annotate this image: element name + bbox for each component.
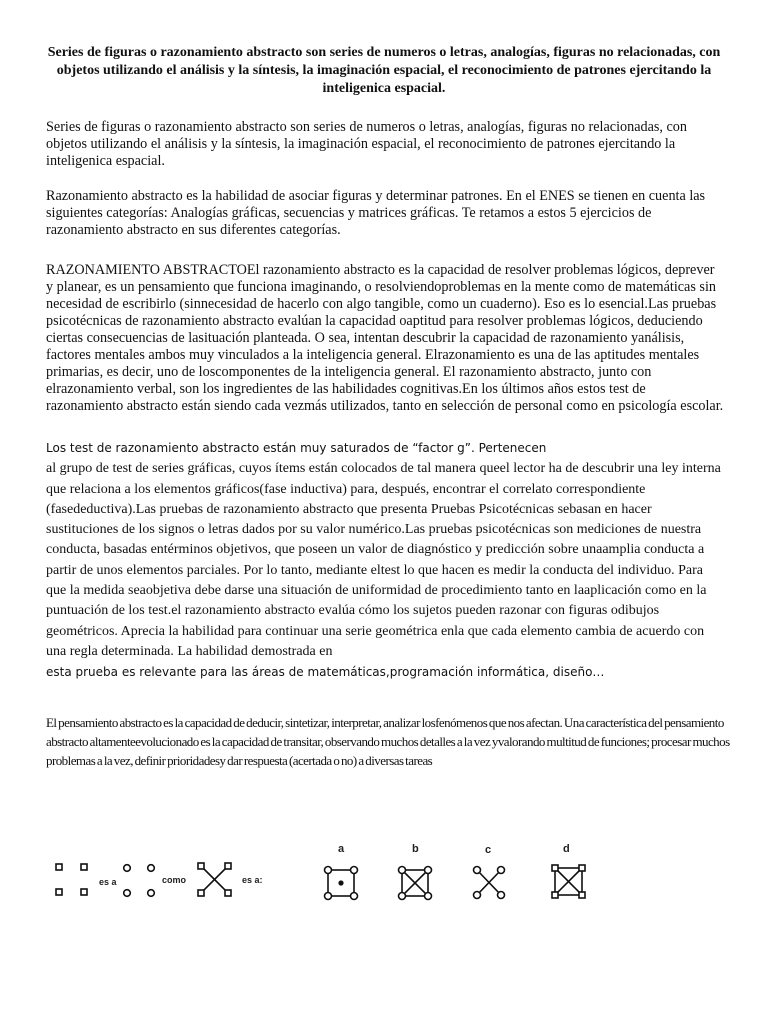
serif-body-text: al grupo de test de series gráficas, cuyos ítems están colocados de tal manera queel lector ha de descubrir una ley interna que relaciona a los elementos gráficos(fase inductiva) para, después, encontrar el correlato correspondiente (fasedeductiva).Las pruebas de razonamiento abstracto que presenta Pruebas Psicotécnicas sebasan en hacer sustituciones de los signos o letras dados por su valor numérico.Las pruebas psicotécnicas son mediciones de nuestra conducta, basadas entérminos objetivos, que poseen un valor de diagnóstico y predicción sobre unaamplia conducta a partir de unos elementos parciales. Por lo tanto, mediante eltest lo que hacen es medir la conducta del individuo. Para que la medida seaobjetiva debe darse una situación de uniformidad de procedimiento tanto en laaplicación como en la puntuación de los test.el razonamiento abstracto evalúa cómo los sujetos pueden razonar con figuras odibujos geométricos. Aprecia la habilidad para continuar una serie geométrica enla que cada elemento cambia de acuerdo con una regla determinada. La habilidad demostrada en bbox=[46, 461, 721, 659]
sans-outro-text: esta prueba es relevante para las áreas de matemáticas,programación informática, diseño… bbox=[46, 665, 605, 680]
paragraph-test-description bbox=[46, 438, 726, 684]
paragraph-pensamiento-abstracto: El pensamiento abstracto es la capacidad de deducir, sintetizar, interpretar, analizar losfenómenos que nos afectan. Una característica del pensamiento abstracto altamenteevolucionado es la capacidad de transitar, observando muchos detalles a la vez yvalorando multitud de funciones; procesar muchos problemas a la vez, definir prioridadesy dar respuesta (acertada o no) a diversas tareas bbox=[46, 715, 730, 768]
paragraph-razonamiento-abstracto: RAZONAMIENTO ABSTRACTOEl razonamiento abstracto es la capacidad de resolver problemas lógicos, deprever y planear, es un pensamiento que funciona imaginando, o resolviendoproblemas en la mente como de matemáticas sin necesidad de escribirlo (sinnecesidad de hacerlo con algo tangible, como un cuaderno). Eso es lo esencial.Las pruebas psicotécnicas de razonamiento abstracto evalúan la capacidad oaptitud para resolver problemas lógicos, deduciendo ciertas consecuencias de lasituación planteada. O sea, intentan descubrir la capacidad de razonamiento yanálisis, factores mentales ambos muy vinculados a la inteligencia general. Elrazonamiento es una de las aptitudes mentales primarias, es decir, uno de loscomponentes de la inteligencia general. El razonamiento abstracto, junto con elrazonamiento verbal, son los ingredientes de las habilidades cognitivas.En los últimos años estos test de razonamiento abstracto están siendo cada vezmás utilizados, tanto en selección de personal como en psicología escolar. bbox=[46, 262, 724, 414]
option-c-shape bbox=[474, 867, 505, 899]
paragraph-definition: Razonamiento abstracto es la habilidad de asociar figuras y determinar patrones. En el ENES se tienen en cuenta las siguientes categorías: Analogías gráficas, secuencias y matrices gráficas. Te retamos a estos 5 ejercicios de razonamiento abstracto en sus diferentes categorías. bbox=[46, 188, 706, 238]
option-d-shape bbox=[552, 865, 585, 898]
paragraph-intro: Series de figuras o razonamiento abstracto son series de numeros o letras, analogías, figuras no relacionadas, con objetos utilizando el análisis y la síntesis, la imaginación espacial, el reconocimiento de patrones ejercitando la inteligenica espacial. bbox=[46, 119, 687, 169]
option-d-label: d bbox=[563, 843, 570, 855]
four-squares-shape bbox=[56, 864, 87, 895]
document-title: Series de figuras o razonamiento abstracto son series de numeros o letras, analogías, figuras no relacionadas, con objetos utilizando el análisis y la síntesis, la imaginación espacial, el reconocimiento de patrones ejercitando la inteligenica espacial. bbox=[47, 45, 721, 96]
label-como: como bbox=[162, 875, 187, 885]
x-squares-shape bbox=[198, 863, 231, 896]
option-a-shape bbox=[325, 867, 358, 900]
option-a-label: a bbox=[338, 843, 345, 855]
sans-intro-text: Los test de razonamiento abstracto están muy saturados de “factor g”. Pertenecen bbox=[46, 441, 547, 455]
option-c-label: c bbox=[485, 844, 492, 856]
option-b-label: b bbox=[412, 843, 419, 855]
analogy-exercise-figure bbox=[40, 835, 760, 915]
analogy-exercise-svg bbox=[40, 835, 760, 915]
option-b-shape bbox=[399, 867, 432, 900]
four-circles-shape bbox=[124, 865, 155, 897]
label-es-a-colon: es a: bbox=[242, 875, 263, 885]
label-es-a: es a bbox=[99, 877, 117, 887]
